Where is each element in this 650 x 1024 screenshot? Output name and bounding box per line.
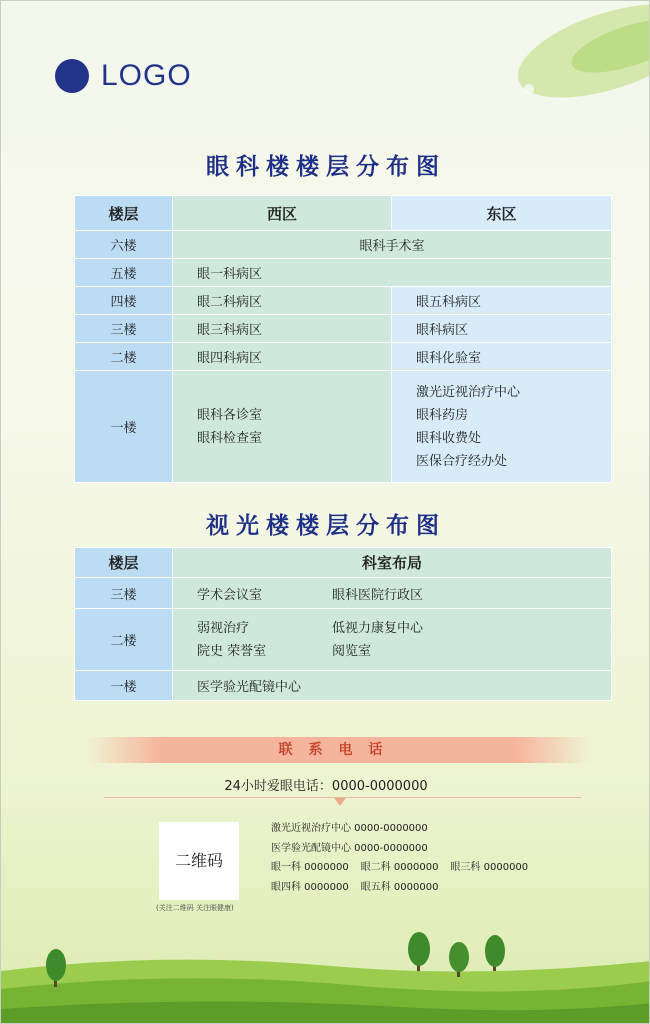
floor-1-west-cell xyxy=(173,371,392,483)
floor-4-east-cell: 眼五科病区 xyxy=(392,287,612,315)
qr-code-placeholder: 二维码 xyxy=(159,822,239,900)
arrow-down-icon xyxy=(334,798,346,806)
table-row xyxy=(75,287,612,315)
room-label: 眼科收费处 xyxy=(416,430,482,446)
leaf-decoration-icon xyxy=(489,0,650,111)
tree-icon xyxy=(485,935,505,971)
table-row xyxy=(75,231,612,259)
floor-label: 五楼 xyxy=(75,259,173,287)
contact-item: 眼四科 0000000 xyxy=(271,881,349,893)
room-label: 院史 荣誉室 xyxy=(197,643,267,659)
floor-2-east-cell: 眼科化验室 xyxy=(392,343,612,371)
floor-label: 三楼 xyxy=(75,578,173,609)
room-label: 眼科检查室 xyxy=(197,430,263,446)
floor-label: 一楼 xyxy=(75,671,173,701)
room-label: 学术会议室 xyxy=(197,587,263,603)
contact-line: 激光近视治疗中心 0000-0000000 xyxy=(271,823,428,834)
table-row xyxy=(75,609,612,671)
eye-building-table xyxy=(74,195,612,483)
grass-hills-decoration-icon xyxy=(1,931,650,1024)
floor-1-cell xyxy=(173,671,612,701)
floor-3-cell xyxy=(173,578,612,609)
qr-caption: (关注二维码 关注眼健康) xyxy=(156,904,234,912)
table-row xyxy=(75,578,612,609)
logo-text: LOGO xyxy=(101,59,192,92)
table-header-row xyxy=(75,196,612,231)
contact-item: 眼二科 0000000 xyxy=(360,862,439,873)
floor-2-west-cell: 眼四科病区 xyxy=(173,343,392,371)
room-label: 激光近视治疗中心 xyxy=(416,384,521,400)
floor-4-west-cell: 眼二科病区 xyxy=(173,287,392,315)
floor-label: 四楼 xyxy=(75,287,173,315)
floor-2-cell xyxy=(173,609,612,671)
room-label: 眼科药房 xyxy=(416,407,469,423)
header-floor: 楼层 xyxy=(75,196,173,231)
room-label: 眼科各诊室 xyxy=(197,407,263,423)
room-label: 医保合疗经办处 xyxy=(416,453,508,469)
room-label: 医学验光配镜中心 xyxy=(197,680,302,695)
floor-3-west-cell: 眼三科病区 xyxy=(173,315,392,343)
floor-1-east-cell xyxy=(392,371,612,483)
logo xyxy=(55,59,192,93)
header-east: 东区 xyxy=(392,196,612,231)
floor-label: 六楼 xyxy=(75,231,173,259)
contact-list xyxy=(271,819,528,897)
optometry-building-title: 视光楼楼层分布图 xyxy=(206,513,446,539)
room-label: 弱视治疗 xyxy=(197,620,250,636)
contact-line: 医学验光配镜中心 0000-0000000 xyxy=(271,842,428,854)
floor-label: 二楼 xyxy=(75,343,173,371)
floor-label: 二楼 xyxy=(75,609,173,671)
optometry-building-table xyxy=(74,547,612,701)
room-label: 阅览室 xyxy=(332,643,372,659)
tree-icon xyxy=(408,932,430,971)
table-row xyxy=(75,371,612,483)
floor-label: 一楼 xyxy=(75,371,173,483)
contact-item: 眼三科 0000000 xyxy=(450,862,529,873)
room-label: 眼科医院行政区 xyxy=(332,587,424,603)
table-header-row xyxy=(75,548,612,578)
table-row xyxy=(75,343,612,371)
contact-line xyxy=(271,858,528,878)
floor-3-east-cell: 眼科病区 xyxy=(392,315,612,343)
room-label: 低视力康复中心 xyxy=(332,620,424,636)
floor-6-cell: 眼科手术室 xyxy=(173,231,612,259)
table-row xyxy=(75,671,612,701)
header-layout: 科室布局 xyxy=(173,548,612,578)
contact-item: 眼五科 0000000 xyxy=(360,881,439,893)
table-row xyxy=(75,259,612,287)
table-row xyxy=(75,315,612,343)
logo-circle-icon xyxy=(55,59,89,93)
contact-heading: 联系电话 xyxy=(86,737,591,763)
floor-label: 三楼 xyxy=(75,315,173,343)
floor-5-west-cell: 眼一科病区 xyxy=(173,259,612,287)
header-west: 西区 xyxy=(173,196,392,231)
contact-item: 眼一科 0000000 xyxy=(271,862,349,873)
header-floor: 楼层 xyxy=(75,548,173,578)
eye-building-title: 眼科楼楼层分布图 xyxy=(206,154,446,180)
contact-line xyxy=(271,878,528,898)
hotline-text: 24小时爱眼电话：0000-0000000 xyxy=(224,779,428,794)
